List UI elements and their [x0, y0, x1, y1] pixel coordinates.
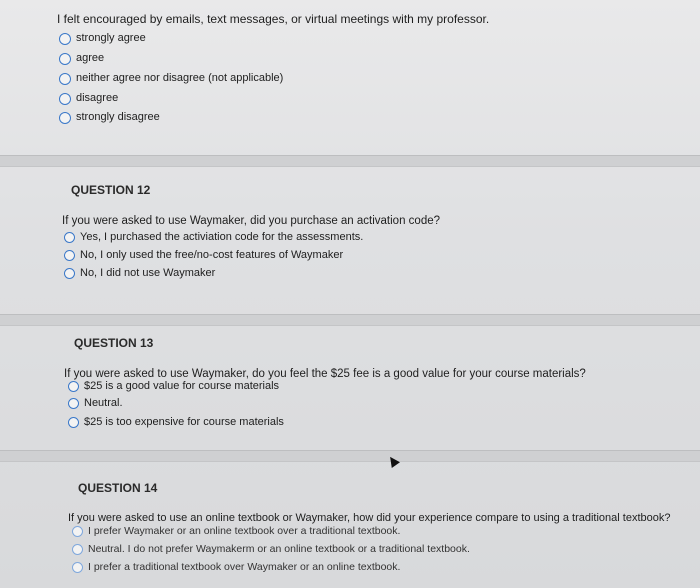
option-label: strongly agree — [76, 32, 146, 44]
radio-button[interactable] — [68, 381, 79, 392]
option-label: Neutral. — [84, 397, 123, 409]
section-divider — [0, 155, 700, 167]
q13-option-1[interactable] — [68, 380, 279, 392]
option-label: I prefer Waymaker or an online textbook over a traditional textbook. — [88, 525, 401, 537]
radio-button[interactable] — [64, 250, 75, 261]
radio-button[interactable] — [59, 73, 71, 85]
option-label: agree — [76, 52, 105, 64]
option-label: No, I only used the free/no-cost features of Waymaker — [80, 249, 344, 261]
q12-option-3[interactable] — [64, 267, 215, 279]
question-11-prompt: I felt encouraged by emails, text messages, or virtual meetings with my professor. — [57, 12, 490, 26]
q14-option-2[interactable] — [72, 543, 470, 555]
radio-button[interactable] — [59, 53, 71, 65]
question-14-prompt: If you were asked to use an online textbook or Waymaker, how did your experience compare to using a traditional textbook? — [68, 512, 671, 524]
q13-option-2[interactable] — [68, 397, 123, 409]
section-divider — [0, 450, 700, 462]
radio-button[interactable] — [59, 112, 71, 124]
question-12-prompt: If you were asked to use Waymaker, did you purchase an activation code? — [62, 215, 441, 227]
radio-button[interactable] — [72, 526, 83, 537]
q11-option-1[interactable] — [59, 32, 146, 45]
option-label: disagree — [76, 92, 119, 104]
question-13-title: QUESTION 13 — [74, 336, 154, 350]
section-divider — [0, 314, 700, 326]
q12-option-1[interactable] — [64, 231, 363, 243]
radio-button[interactable] — [68, 417, 79, 428]
q11-option-2[interactable] — [59, 52, 104, 65]
option-label: No, I did not use Waymaker — [80, 267, 216, 279]
radio-button[interactable] — [59, 33, 71, 45]
radio-button[interactable] — [72, 544, 83, 555]
q11-option-5[interactable] — [59, 111, 160, 124]
option-label: Yes, I purchased the activiation code for the assessments. — [80, 231, 364, 243]
option-label: strongly disagree — [76, 111, 160, 123]
option-label: I prefer a traditional textbook over Waymaker or an online textbook. — [88, 561, 401, 573]
radio-button[interactable] — [59, 93, 71, 105]
radio-button[interactable] — [64, 232, 75, 243]
option-label: $25 is a good value for course materials — [84, 380, 280, 392]
q11-option-3[interactable] — [59, 72, 283, 85]
radio-button[interactable] — [72, 562, 83, 573]
option-label: $25 is too expensive for course materials — [84, 416, 284, 428]
q11-option-4[interactable] — [59, 92, 118, 105]
q12-option-2[interactable] — [64, 249, 343, 261]
question-12-title: QUESTION 12 — [71, 183, 151, 197]
question-13-prompt: If you were asked to use Waymaker, do you feel the $25 fee is a good value for your course materials? — [64, 368, 586, 380]
option-label: neither agree nor disagree (not applicable) — [76, 72, 284, 84]
q14-option-3[interactable] — [72, 561, 400, 573]
radio-button[interactable] — [68, 398, 79, 409]
q13-option-3[interactable] — [68, 416, 284, 428]
question-14-title: QUESTION 14 — [78, 481, 158, 495]
q14-option-1[interactable] — [72, 525, 400, 537]
radio-button[interactable] — [64, 268, 75, 279]
option-label: Neutral. I do not prefer Waymakerm or an online textbook or a traditional textbook. — [88, 543, 470, 555]
